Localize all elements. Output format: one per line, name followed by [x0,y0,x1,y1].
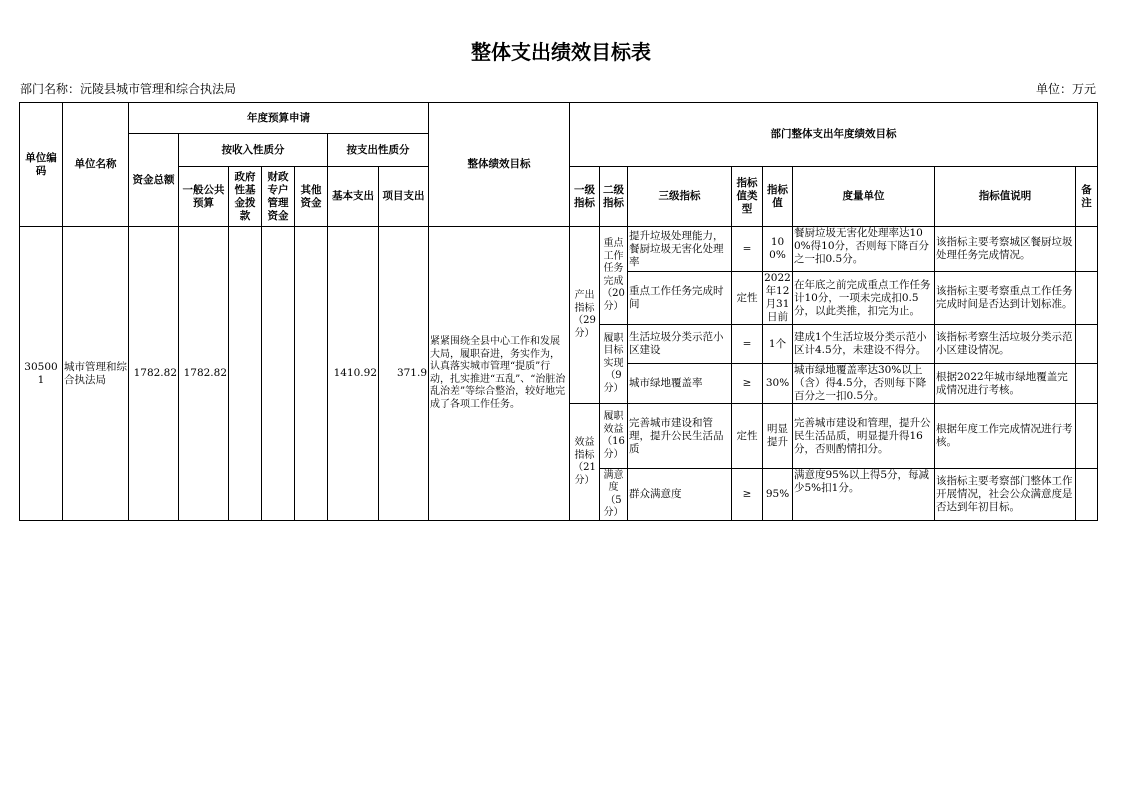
header-total-funds: 资金总额 [129,134,179,227]
unit-name-cell: 城市管理和综合执法局 [63,227,129,521]
header-general-budget: 一般公共预算 [179,167,229,227]
indicator-remark-cell [1076,469,1098,521]
indicator-value-cell: 95% [763,469,793,521]
total-funds-cell: 1782.82 [129,227,179,521]
indicator-name-cell: 生活垃圾分类示范小区建设 [628,325,732,364]
indicator-type-cell: 定性 [732,272,763,325]
indicator-value-cell: 明显提升 [763,404,793,469]
header-dept-goal: 部门整体支出年度绩效目标 [570,103,1098,167]
indicator-type-cell: = [732,227,763,272]
header-value-desc: 指标值说明 [935,167,1076,227]
indicator-value-cell: 1个 [763,325,793,364]
indicator-remark-cell [1076,364,1098,404]
other-fund-cell [295,227,328,521]
header-level3: 三级指标 [628,167,732,227]
indicator-measure-cell: 城市绿地覆盖率达30%以上（含）得4.5分，否则每下降百分之一扣0.5分。 [793,364,935,404]
indicator-desc-cell: 该指标主要考察城区餐厨垃圾处理任务完成情况。 [935,227,1076,272]
indicator-remark-cell [1076,272,1098,325]
header-value-type: 指标值类型 [732,167,763,227]
gov-fund-cell [229,227,262,521]
indicator-value-cell: 2022年12月31日前 [764,272,791,323]
header-other-fund: 其他资金 [295,167,328,227]
indicator-measure-cell: 餐厨垃圾无害化处理率达100%得10分，否则每下降百分之一扣0.5分。 [793,227,935,272]
project-expense-cell: 371.9 [379,227,429,521]
header-annual-budget: 年度预算申请 [129,103,429,134]
header-level2: 二级指标 [600,167,628,227]
indicator-type-cell: ≥ [732,469,763,521]
header-level1: 一级指标 [570,167,600,227]
currency-unit: 单位：万元 [1035,82,1096,96]
indicator-desc-cell: 根据2022年城市绿地覆盖完成情况进行考核。 [935,364,1076,404]
unit-code-cell: 305001 [20,227,63,521]
level1-cell: 效益指标（21分） [570,404,600,521]
header-unit-name: 单位名称 [63,103,129,227]
header-indicator-value: 指标值 [763,167,793,227]
indicator-type-cell: 定性 [732,404,763,469]
indicator-type-cell: ≥ [732,364,763,404]
general-budget-cell: 1782.82 [179,227,229,521]
indicator-remark-cell [1076,227,1098,272]
header-remark: 备注 [1076,167,1098,227]
indicator-desc-cell: 该指标主要考察部门整体工作开展情况，社会公众满意度是否达到年初目标。 [935,469,1076,521]
indicator-measure-cell: 建成1个生活垃圾分类示范小区计4.5分，未建设不得分。 [793,325,935,364]
indicator-value-cell: 30% [763,364,793,404]
department-name: 部门名称：沅陵县城市管理和综合执法局 [20,82,237,96]
indicator-name-cell: 完善城市建设和管理，提升公民生活品质 [628,404,732,469]
indicator-name-cell: 城市绿地覆盖率 [628,364,732,404]
page-title: 整体支出绩效目标表 [471,40,651,64]
header-basic-expense: 基本支出 [328,167,379,227]
indicator-name-cell: 群众满意度 [628,469,732,521]
indicator-name-cell: 提升垃圾处理能力，餐厨垃圾无害化处理率 [628,227,732,272]
indicator-value-cell: 100% [763,227,793,272]
indicator-measure-cell: 完善城市建设和管理，提升公民生活品质，明显提升得16分，否则酌情扣分。 [793,404,935,469]
special-fund-cell [262,227,295,521]
indicator-name-cell: 重点工作任务完成时间 [628,272,732,325]
level1-cell: 产出指标（29分） [570,227,600,404]
header-unit-code: 单位编码 [20,103,63,227]
level2-cell: 重点工作任务完成（20分） [600,227,628,325]
indicator-measure-cell: 满意度95%以上得5分，每减少5%扣1分。 [793,469,935,521]
indicator-desc-cell: 根据年度工作完成情况进行考核。 [935,404,1076,469]
header-overall-goal: 整体绩效目标 [429,103,570,227]
header-measure-unit: 度量单位 [793,167,935,227]
indicator-type-cell: = [732,325,763,364]
indicator-measure-cell: 在年底之前完成重点工作任务计10分，一项未完成扣0.5分，以此类推，扣完为止。 [793,272,935,325]
indicator-remark-cell [1076,404,1098,469]
header-special-fund: 财政专户管理资金 [262,167,295,227]
header-gov-fund: 政府性基金拨款 [229,167,262,227]
level2-cell: 履职目标实现（9分） [600,325,628,404]
indicator-desc-cell: 该指标考察生活垃圾分类示范小区建设情况。 [935,325,1076,364]
overall-goal-cell: 紧紧围绕全县中心工作和发展大局，履职奋进，务实作为，认真落实城市管理“提质”行动，扎实推进“五乱”、“治脏治乱治差”等综合整治，较好地完成了各项工作任务。 [429,227,570,521]
header-by-expense: 按支出性质分 [328,134,429,167]
header-by-income: 按收入性质分 [179,134,328,167]
header-project-expense: 项目支出 [379,167,429,227]
performance-table [19,102,1098,521]
level2-cell: 履职效益（16分） [600,404,628,469]
indicator-remark-cell [1076,325,1098,364]
level2-cell: 满意度（5分） [600,469,628,521]
indicator-desc-cell: 该指标主要考察重点工作任务完成时间是否达到计划标准。 [935,272,1076,325]
basic-expense-cell: 1410.92 [328,227,379,521]
